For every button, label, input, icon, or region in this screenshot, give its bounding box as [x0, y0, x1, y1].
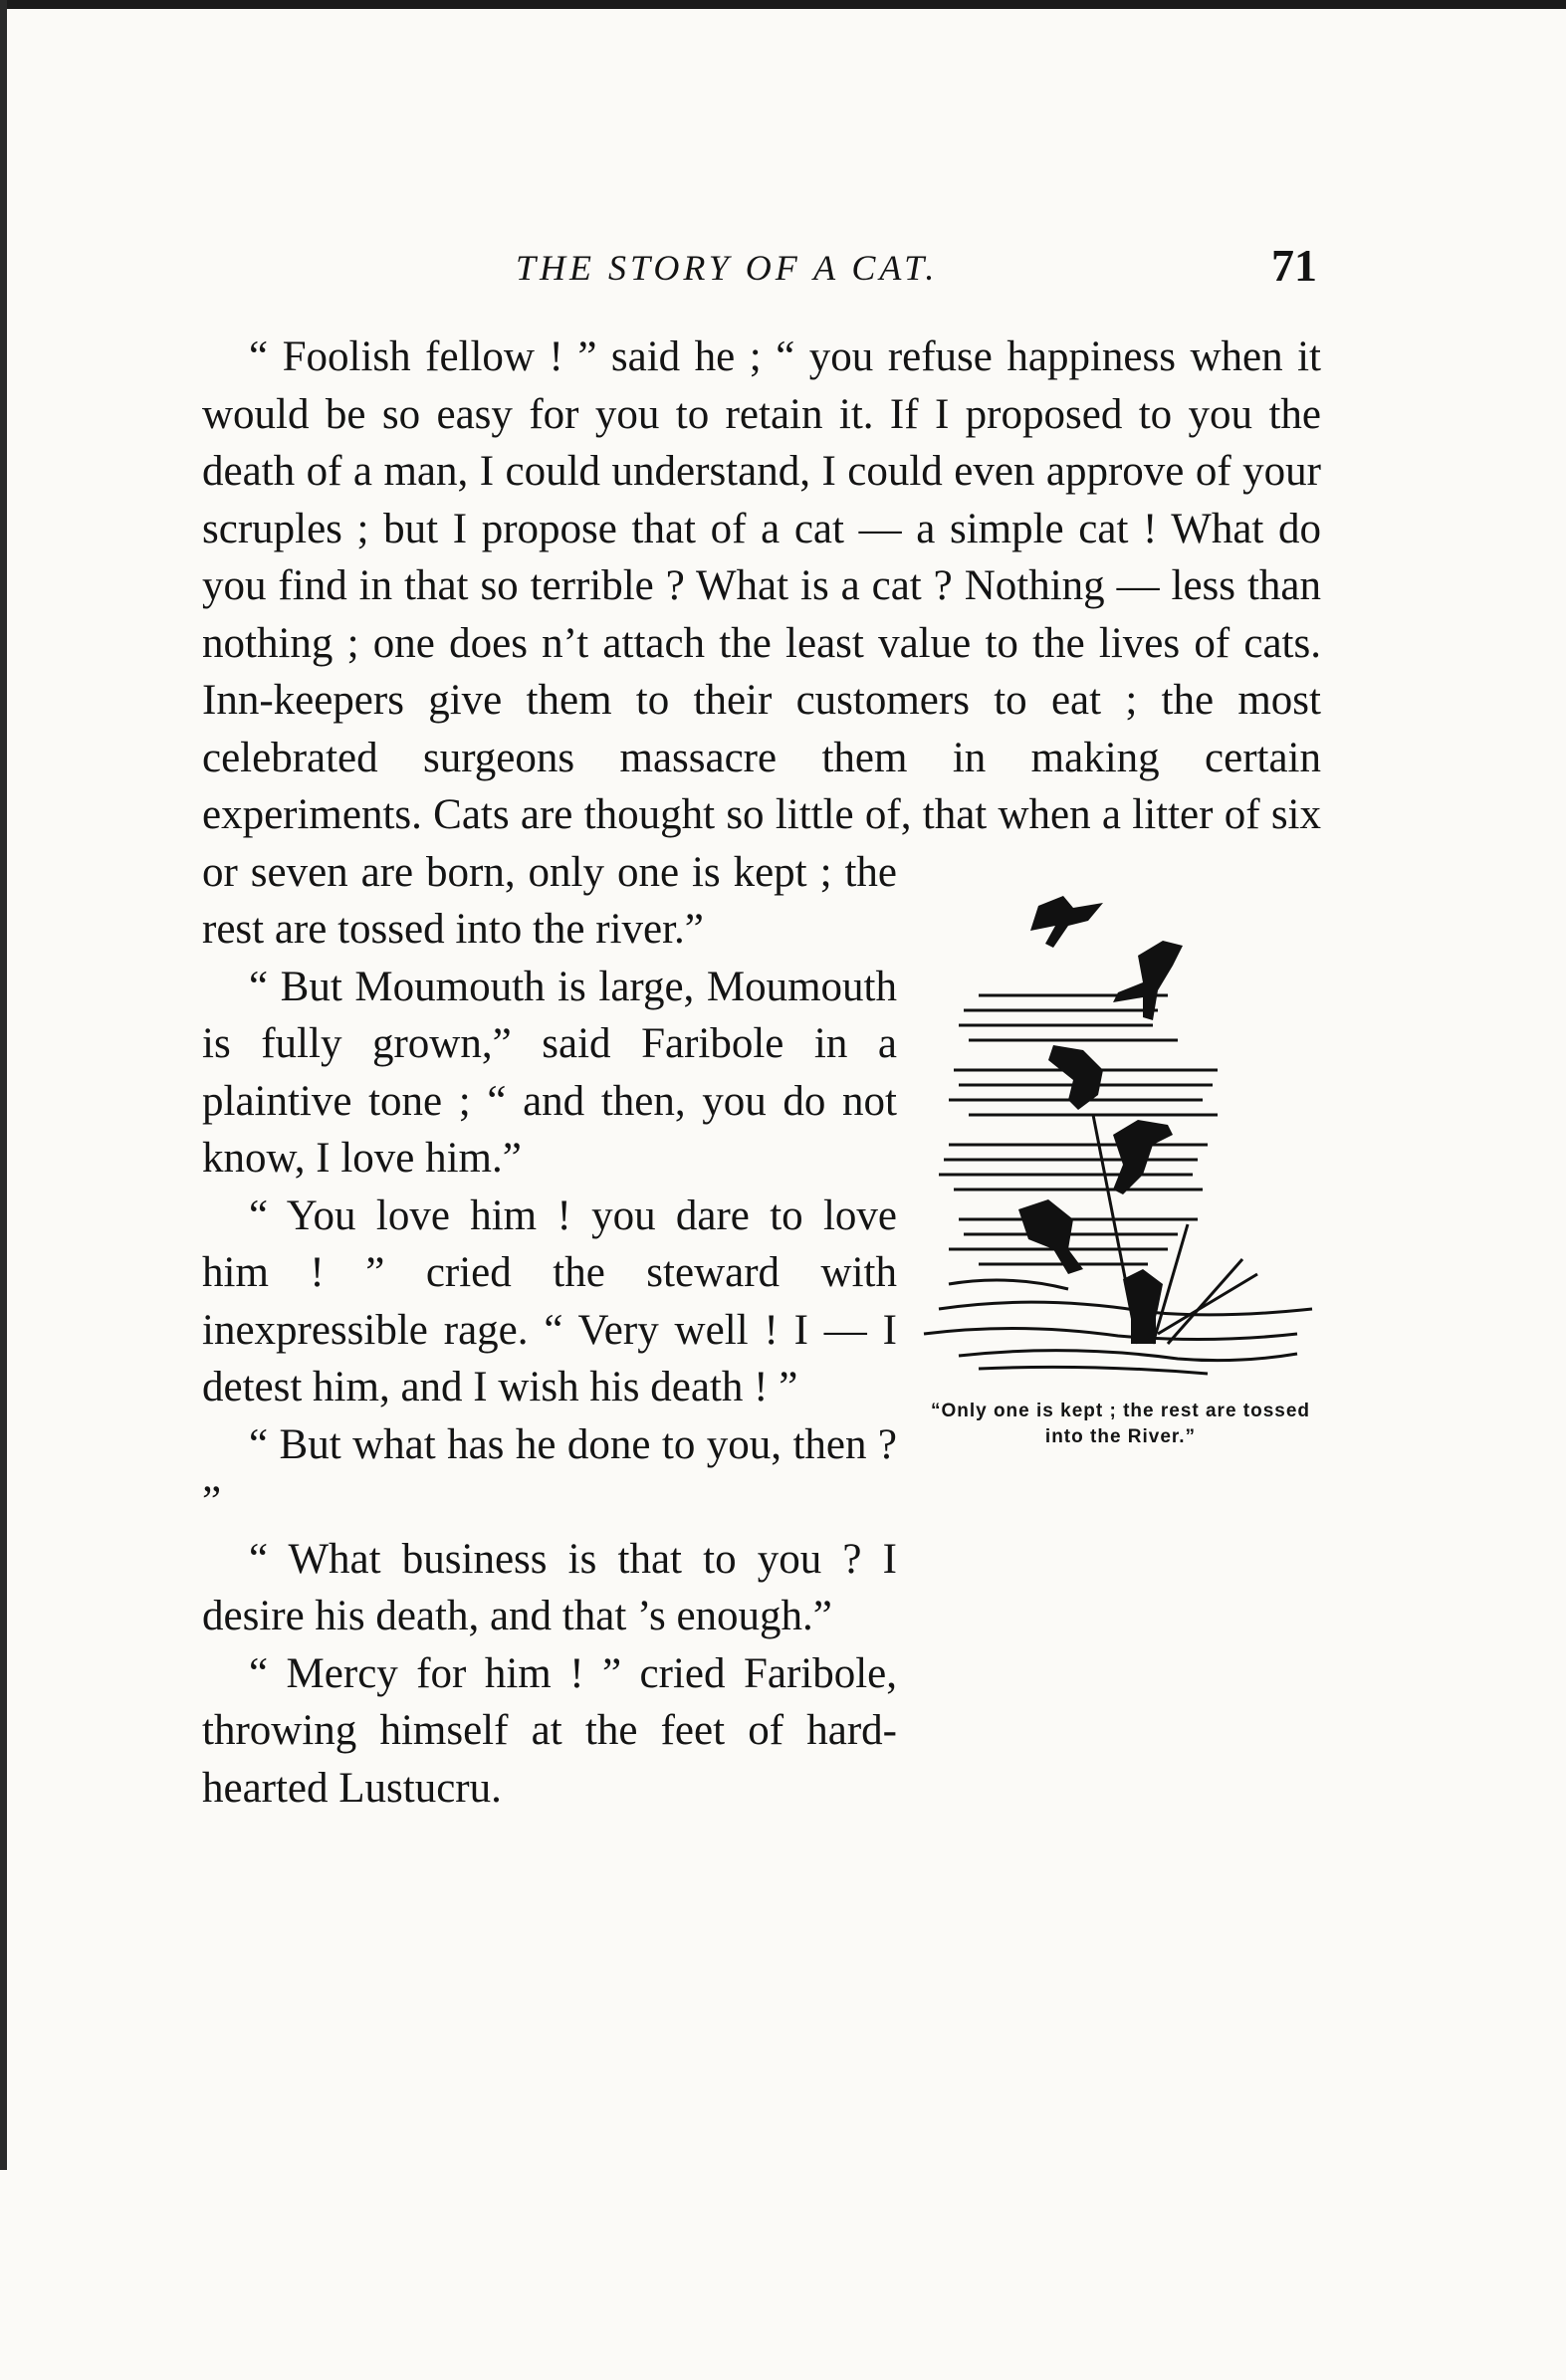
page-top-edge: [0, 0, 1566, 9]
page-number: 71: [1271, 240, 1317, 291]
paragraph-2: “ But Moumouth is large, Moumouth is fully grown,” said Faribole in a plaintive tone ; “ and then, you do not know, I love him.”: [202, 963, 897, 1182]
falling-cat-silhouettes: [1018, 896, 1183, 1344]
paragraph-6: “ Mercy for him ! ” cried Faribole, throwing himself at the feet of hard-hearted Lustucru.: [202, 1649, 897, 1812]
page-header: [202, 239, 1317, 299]
running-title: THE STORY OF A CAT.: [516, 248, 939, 288]
paragraph-5: “ What business is that to you ? I desire his death, and that ’s enough.”: [202, 1535, 897, 1639]
body-text: [202, 328, 1322, 1986]
paragraph-3: “ You love him ! you dare to love him ! ” cried the steward with inexpressible rage. “ Very well ! I — I detest him, and I wish his death ! ”: [202, 1191, 897, 1410]
falling-cats-illustration: [919, 866, 1322, 1399]
paragraph-4: “ But what has he done to you, then ? ”: [202, 1420, 897, 1525]
float-spacer: [1321, 328, 1322, 866]
illustration-figure: [919, 866, 1322, 1986]
figure-caption: “Only one is kept ; the rest are tossed into the River.”: [930, 1401, 1311, 1447]
page-left-edge: [0, 0, 7, 2170]
paragraph-1: “ Foolish fellow ! ” said he ; “ you refuse happiness when it would be so easy for you to retain it. If I proposed to you the death of a man, I could understand, I could even approve of your scruples ; but I propose that of a cat — a simple cat ! What do you find in that so terrible ? What is a cat ? Nothing — less than nothing ; one does n’t attach the least value to the lives of cats. Inn-keepers give them to their customers to eat ; the most celebrated surgeons massacre them in making certain experiments. Cats are thought so little of, that when a litter of six or seven are born, only one is kept ; the rest are tossed into the river.”: [202, 333, 1321, 953]
